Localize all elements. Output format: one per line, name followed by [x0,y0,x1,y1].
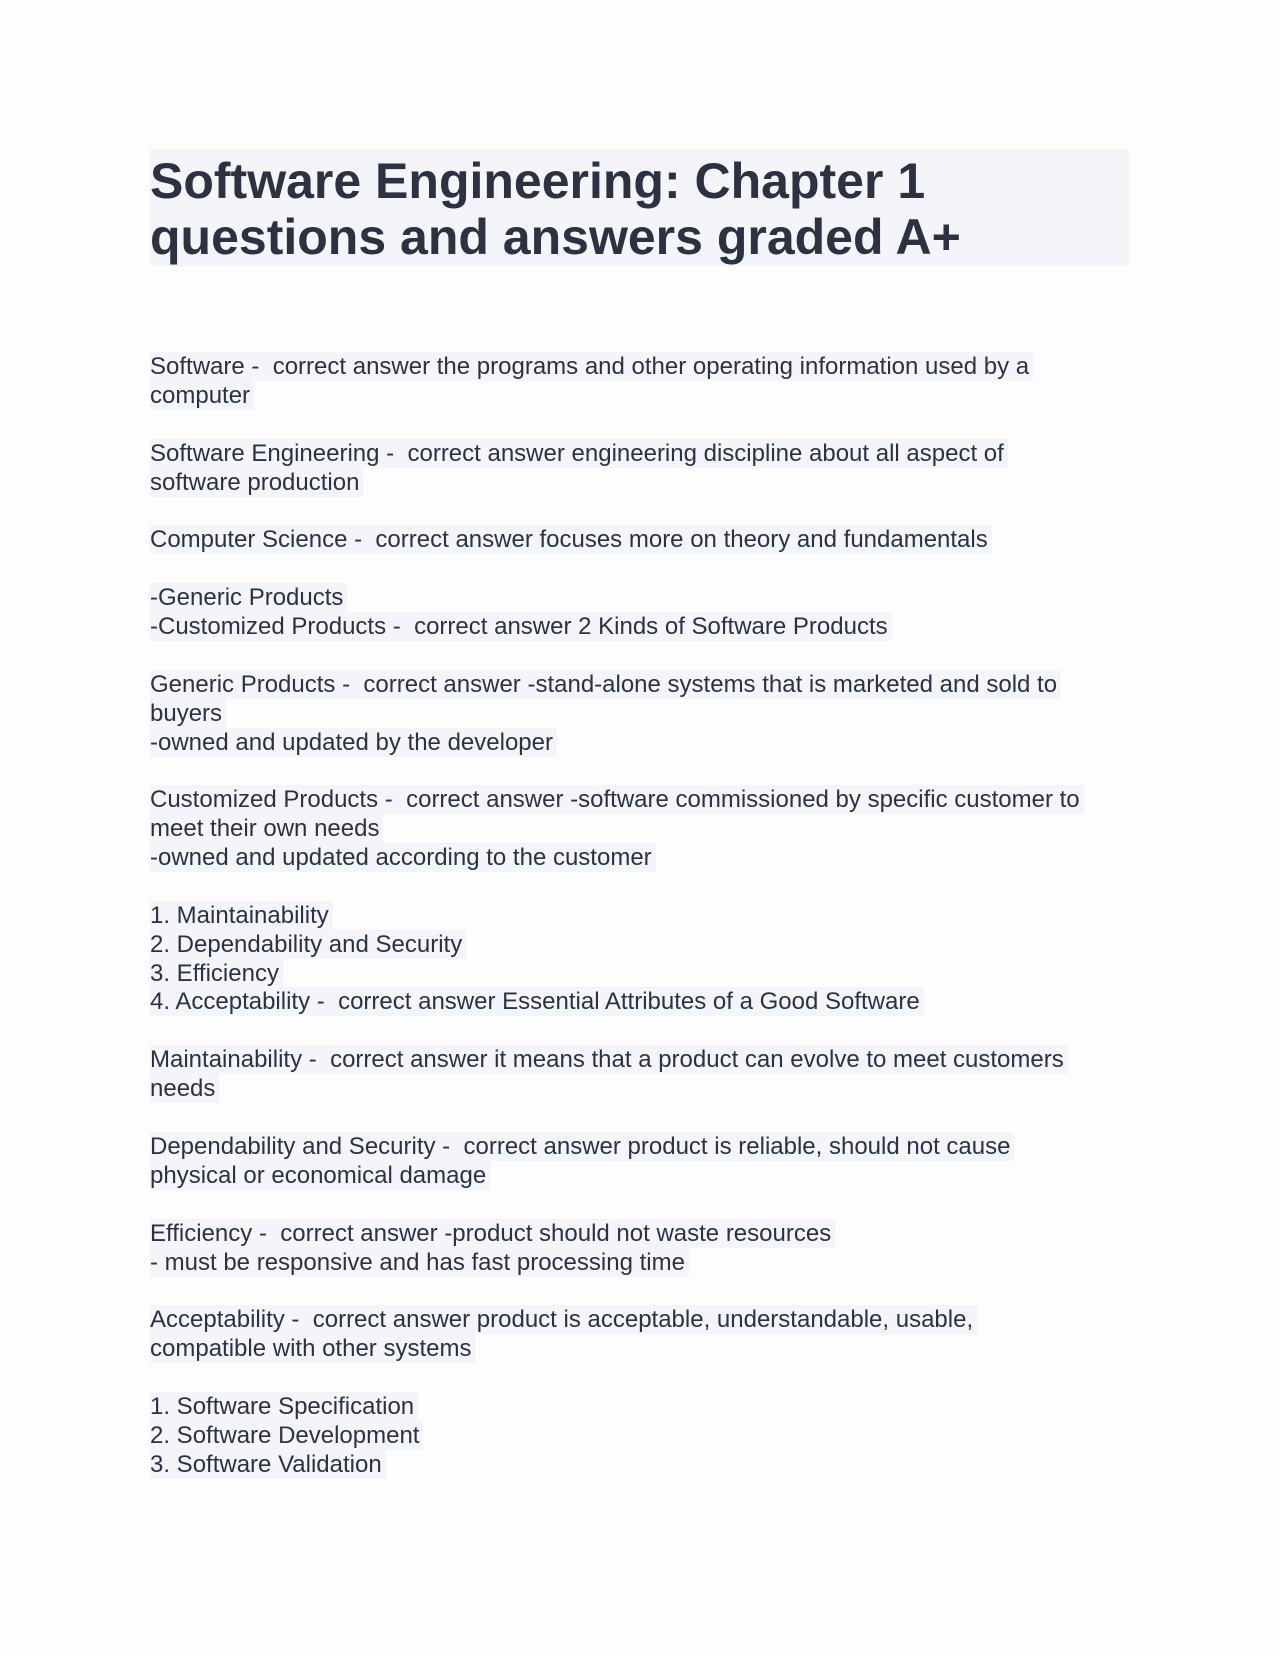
text-line: Generic Products - correct answer -stand-alone systems that is marketed and sold to [150,670,1061,699]
document-body [150,0,1150,1656]
text-line: - must be responsive and has fast processing time [150,1248,689,1277]
title-line: questions and answers graded A+ [150,209,961,265]
text-line: software production [150,468,363,497]
text-line: Efficiency - correct answer -product should not waste resources [150,1219,835,1248]
text-line: buyers [150,699,226,728]
text-line: compatible with other systems [150,1334,475,1363]
text-line: Maintainability - correct answer it means that a product can evolve to meet customers [150,1045,1068,1074]
text-line: 2. Software Development [150,1421,423,1450]
text-line: Computer Science - correct answer focuses more on theory and fundamentals [150,525,992,554]
text-line: 3. Efficiency [150,959,283,988]
text-line: -owned and updated by the developer [150,728,557,757]
text-line: needs [150,1074,219,1103]
text-line: Dependability and Security - correct answer product is reliable, should not cause [150,1132,1014,1161]
text-line: Acceptability - correct answer product is acceptable, understandable, usable, [150,1305,977,1334]
text-line: Software - correct answer the programs and other operating information used by a [150,352,1033,381]
text-line: Customized Products - correct answer -software commissioned by specific customer to [150,785,1084,814]
text-line: -Generic Products [150,583,347,612]
text-line: meet their own needs [150,814,383,843]
text-line: -owned and updated according to the customer [150,843,656,872]
text-line: computer [150,381,254,410]
text-line: 1. Maintainability [150,901,333,930]
text-line: 1. Software Specification [150,1392,418,1421]
title-line: Software Engineering: Chapter 1 [150,153,926,209]
text-line: 3. Software Validation [150,1450,386,1479]
text-line: 4. Acceptability - correct answer Essential Attributes of a Good Software [150,987,924,1016]
text-line: physical or economical damage [150,1161,490,1190]
text-line: 2. Dependability and Security [150,930,466,959]
text-line: -Customized Products - correct answer 2 Kinds of Software Products [150,612,892,641]
text-line: Software Engineering - correct answer engineering discipline about all aspect of [150,439,1008,468]
